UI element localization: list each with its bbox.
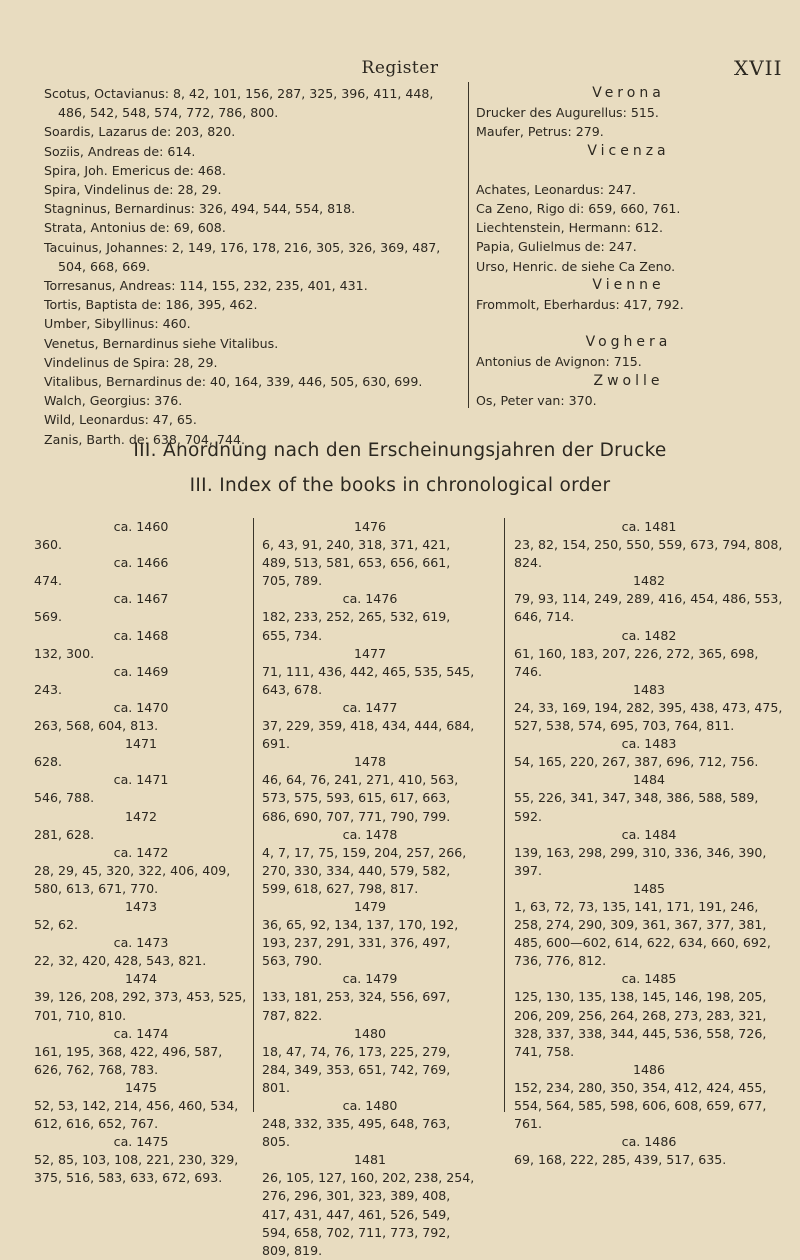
index-entry: Antonius de Avignon: 715.	[476, 354, 642, 370]
year-heading: ca. 1477	[342, 699, 398, 715]
catalogue-numbers: 1, 63, 72, 73, 135, 141, 171, 191, 246, 258, 274, 290, 309, 361, 367, 377, 381, 485, 600—602, 614, 622, 634, 660, 692, 736, 776, 812.	[514, 898, 771, 969]
catalogue-numbers: 474.	[34, 573, 63, 589]
year-heading: ca. 1468	[113, 627, 169, 643]
catalogue-numbers: 263, 568, 604, 813.	[34, 718, 159, 734]
year-heading: ca. 1479	[342, 971, 398, 987]
catalogue-numbers: 182, 233, 252, 265, 532, 619, 655, 734.	[262, 609, 451, 643]
year-heading: 1480	[353, 1025, 387, 1041]
catalogue-numbers: 69, 168, 222, 285, 439, 517, 635.	[514, 1152, 727, 1168]
index-entry: Vindelinus de Spira: 28, 29.	[44, 354, 218, 370]
running-header-title: Register	[361, 58, 439, 78]
index-entry: Spira, Vindelinus de: 28, 29.	[44, 182, 222, 198]
column-divider	[468, 82, 469, 408]
catalogue-numbers: 152, 234, 280, 350, 354, 412, 424, 455, 554, 564, 585, 598, 606, 608, 659, 677, 761.	[514, 1079, 767, 1132]
index-entry: Tortis, Baptista de: 186, 395, 462.	[44, 297, 258, 313]
catalogue-numbers: 79, 93, 114, 249, 289, 416, 454, 486, 553, 646, 714.	[514, 591, 783, 625]
spacer	[476, 161, 781, 180]
spacer	[476, 314, 781, 333]
year-heading: 1477	[353, 645, 387, 661]
index-entry: Frommolt, Eberhardus: 417, 792.	[476, 297, 684, 313]
year-heading: ca. 1460	[113, 519, 169, 534]
catalogue-numbers: 52, 62.	[34, 917, 79, 933]
year-heading: ca. 1482	[621, 627, 677, 643]
index-entry: Torresanus, Andreas: 114, 155, 232, 235, 401, 431.	[44, 278, 368, 294]
chronology-column-1	[34, 518, 248, 1187]
catalogue-numbers: 55, 226, 341, 347, 348, 386, 588, 589, 592.	[514, 790, 759, 824]
index-entry: Os, Peter van: 370.	[476, 392, 597, 408]
catalogue-numbers: 61, 160, 183, 207, 226, 272, 365, 698, 746.	[514, 645, 759, 679]
year-heading: 1483	[632, 681, 666, 697]
catalogue-numbers: 546, 788.	[34, 790, 95, 806]
index-entry: Drucker des Augurellus: 515.	[476, 105, 659, 121]
index-entry: Urso, Henric. de siehe Ca Zeno.	[476, 258, 676, 274]
city-heading: Vienne	[592, 276, 665, 293]
year-heading: 1474	[124, 971, 158, 987]
page-number: XVII	[734, 56, 783, 80]
year-heading: 1481	[353, 1152, 387, 1168]
year-heading: 1472	[124, 808, 158, 824]
catalogue-numbers: 26, 105, 127, 160, 202, 238, 254, 276, 296, 301, 323, 389, 408, 417, 431, 447, 461, 526, 549, 594, 658, 702, 711, 773, 792, 809, 819.	[262, 1170, 475, 1258]
catalogue-numbers: 360.	[34, 537, 63, 553]
year-heading: ca. 1478	[342, 826, 398, 842]
index-entry: Liechtenstein, Hermann: 612.	[476, 220, 663, 236]
year-heading: 1478	[353, 754, 387, 770]
index-entry: Umber, Sibyllinus: 460.	[44, 316, 191, 332]
catalogue-numbers: 23, 82, 154, 250, 550, 559, 673, 794, 808, 824.	[514, 537, 783, 571]
index-entry: Strata, Antonius de: 69, 608.	[44, 220, 226, 236]
index-entry: Venetus, Bernardinus siehe Vitalibus.	[44, 335, 279, 351]
catalogue-numbers: 628.	[34, 754, 63, 770]
city-heading: Zwolle	[593, 372, 664, 389]
year-heading: ca. 1476	[342, 591, 398, 607]
section-title-german: III. Anordnung nach den Erscheinungsjahren der Drucke	[133, 440, 667, 461]
year-heading: ca. 1469	[113, 663, 169, 679]
year-heading: 1485	[632, 880, 666, 896]
index-entry: Spira, Joh. Emericus de: 468.	[44, 162, 226, 178]
index-entry: Soardis, Lazarus de: 203, 820.	[44, 124, 236, 140]
year-heading: ca. 1473	[113, 935, 169, 951]
catalogue-numbers: 39, 126, 208, 292, 373, 453, 525, 701, 710, 810.	[34, 989, 247, 1023]
catalogue-numbers: 132, 300.	[34, 645, 95, 661]
catalogue-numbers: 569.	[34, 609, 63, 625]
year-heading: ca. 1471	[113, 772, 169, 788]
year-heading: 1484	[632, 772, 666, 788]
catalogue-numbers: 36, 65, 92, 134, 137, 170, 192, 193, 237, 291, 331, 376, 497, 563, 790.	[262, 917, 459, 969]
year-heading: ca. 1486	[621, 1134, 677, 1150]
catalogue-numbers: 71, 111, 436, 442, 465, 535, 545, 643, 678.	[262, 663, 475, 697]
catalogue-numbers: 24, 33, 169, 194, 282, 395, 438, 473, 475, 527, 538, 574, 695, 703, 764, 811.	[514, 699, 783, 734]
catalogue-numbers: 281, 628.	[34, 826, 95, 842]
index-entry: Vitalibus, Bernardinus de: 40, 164, 339, 446, 505, 630, 699.	[44, 374, 423, 390]
catalogue-numbers: 161, 195, 368, 422, 496, 587, 626, 762, 768, 783.	[34, 1043, 223, 1077]
catalogue-numbers: 54, 165, 220, 267, 387, 696, 712, 756.	[514, 754, 759, 770]
city-heading: Vicenza	[587, 142, 670, 159]
catalogue-numbers: 248, 332, 335, 495, 648, 763, 805.	[262, 1116, 451, 1150]
year-heading: ca. 1475	[113, 1134, 169, 1150]
index-entry: Wild, Leonardus: 47, 65.	[44, 412, 197, 428]
year-heading: ca. 1467	[113, 591, 169, 607]
year-heading: ca. 1472	[113, 844, 169, 860]
year-heading: 1486	[632, 1061, 666, 1077]
catalogue-numbers: 28, 29, 45, 320, 322, 406, 409, 580, 613, 671, 770.	[34, 862, 231, 896]
section-title-english: III. Index of the books in chronological order	[189, 475, 611, 496]
year-heading: ca. 1480	[342, 1098, 398, 1113]
catalogue-numbers: 52, 53, 142, 214, 456, 460, 534, 612, 616, 652, 767.	[34, 1098, 239, 1132]
index-entry: Zanis, Barth. de: 638, 704, 744.	[44, 431, 245, 447]
year-heading: ca. 1481	[621, 519, 677, 534]
year-heading: ca. 1485	[621, 971, 677, 987]
catalogue-numbers: 125, 130, 135, 138, 145, 146, 198, 205, 206, 209, 256, 264, 268, 273, 283, 321, 328, 337, 338, 344, 445, 536, 558, 726, 741, 758.	[514, 989, 767, 1059]
city-heading: Verona	[592, 85, 665, 101]
catalogue-numbers: 22, 32, 420, 428, 543, 821.	[34, 953, 207, 969]
catalogue-numbers: 243.	[34, 681, 63, 697]
index-entry: Stagninus, Bernardinus: 326, 494, 544, 554, 818.	[44, 201, 356, 217]
printer-index-left	[44, 84, 464, 449]
column-divider	[253, 518, 254, 1112]
chronology-column-2	[262, 518, 478, 1260]
year-heading: ca. 1483	[621, 736, 677, 752]
index-entry: Papia, Gulielmus de: 247.	[476, 239, 637, 255]
catalogue-numbers: 46, 64, 76, 241, 271, 410, 563, 573, 575, 593, 615, 617, 663, 686, 690, 707, 771, 790, 799.	[262, 772, 459, 824]
catalogue-numbers: 6, 43, 91, 240, 318, 371, 421, 489, 513, 581, 653, 656, 661, 705, 789.	[262, 537, 451, 589]
index-entry: Achates, Leonardus: 247.	[476, 181, 636, 197]
year-heading: 1473	[124, 898, 158, 914]
index-entry: Ca Zeno, Rigo di: 659, 660, 761.	[476, 201, 681, 217]
year-heading: 1471	[124, 736, 158, 752]
printer-index-right	[476, 84, 781, 410]
catalogue-numbers: 139, 163, 298, 299, 310, 336, 346, 390, 397.	[514, 844, 767, 878]
catalogue-numbers: 133, 181, 253, 324, 556, 697, 787, 822.	[262, 989, 451, 1023]
catalogue-numbers: 37, 229, 359, 418, 434, 444, 684, 691.	[262, 718, 475, 752]
chronology-column-3	[514, 518, 784, 1169]
catalogue-numbers: 18, 47, 74, 76, 173, 225, 279, 284, 349, 353, 651, 742, 769, 801.	[262, 1043, 451, 1095]
year-heading: 1479	[353, 898, 387, 914]
year-heading: ca. 1474	[113, 1025, 169, 1041]
index-entry: Soziis, Andreas de: 614.	[44, 143, 196, 159]
year-heading: ca. 1466	[113, 555, 169, 571]
year-heading: ca. 1470	[113, 699, 169, 715]
column-divider	[504, 518, 505, 1112]
index-entry: Tacuinus, Johannes: 2, 149, 176, 178, 216, 305, 326, 369, 487, 504, 668, 669.	[44, 239, 441, 274]
catalogue-numbers: 52, 85, 103, 108, 221, 230, 329, 375, 516, 583, 633, 672, 693.	[34, 1152, 239, 1186]
year-heading: ca. 1484	[621, 826, 677, 842]
index-entry: Scotus, Octavianus: 8, 42, 101, 156, 287, 325, 396, 411, 448, 486, 542, 548, 574, 772, 786, 800.	[44, 86, 434, 121]
year-heading: 1476	[353, 519, 387, 534]
index-entry: Walch, Georgius: 376.	[44, 393, 183, 409]
city-heading: Voghera	[585, 334, 672, 351]
index-entry: Maufer, Petrus: 279.	[476, 124, 604, 140]
year-heading: 1482	[632, 573, 666, 589]
catalogue-numbers: 4, 7, 17, 75, 159, 204, 257, 266, 270, 330, 334, 440, 579, 582, 599, 618, 627, 798, 817.	[262, 844, 467, 896]
year-heading: 1475	[124, 1079, 158, 1095]
